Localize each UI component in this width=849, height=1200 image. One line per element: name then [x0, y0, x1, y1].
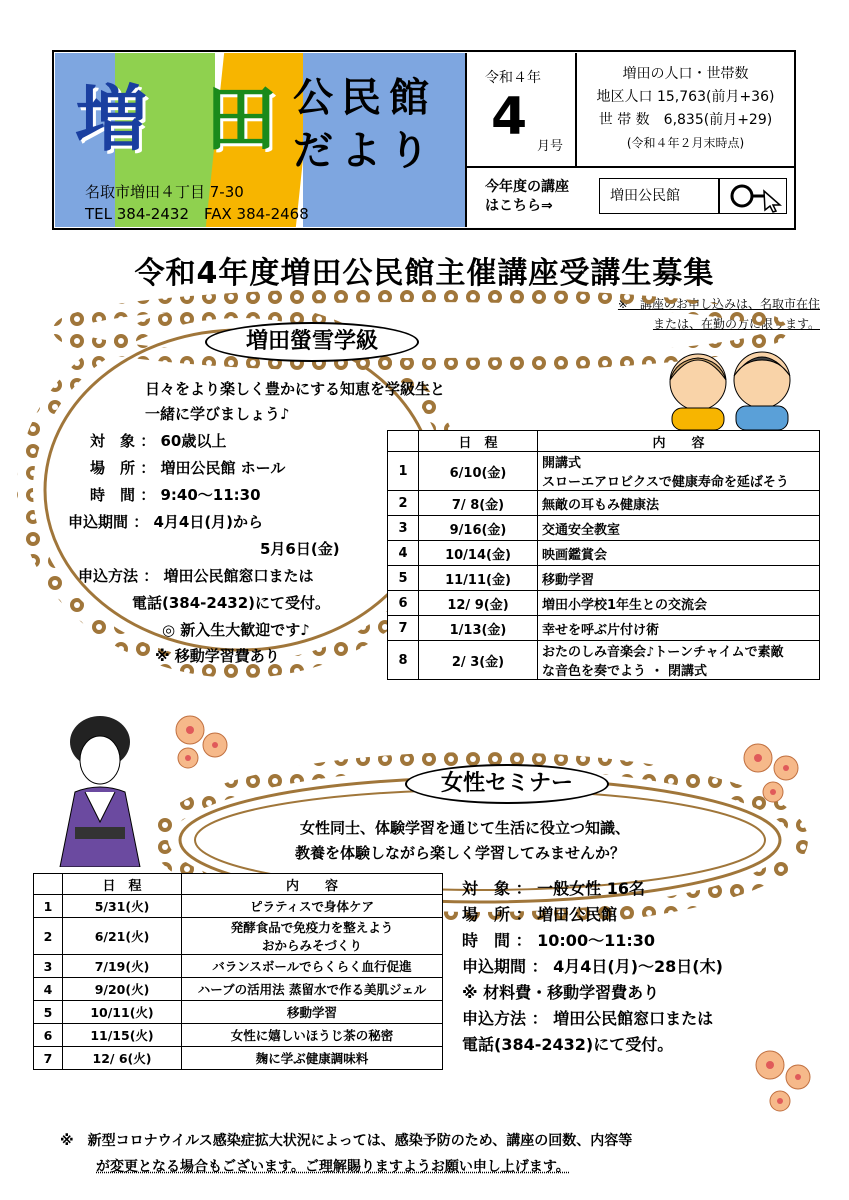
footer-note-line-1: ※ 新型コロナウイルス感染症拡大状況によっては、感染予防のため、講座の回数、内容等	[60, 1133, 633, 1149]
section2-intro-1: 女性同士、体験学習を通じて生活に役立つ知識、	[300, 819, 631, 837]
row-no: 3	[34, 955, 63, 978]
row-date: 1/13(金)	[419, 616, 538, 641]
row-content-line: おからみそづくり	[261, 938, 362, 953]
courses-label-2: はこちら⇒	[485, 198, 553, 214]
row-no: 4	[388, 541, 419, 566]
row-content-line: スローエアロビクスで健康寿命を延ばそう	[542, 475, 789, 490]
t1-header-0	[388, 431, 419, 452]
row-no: 2	[388, 491, 419, 516]
t1-header-2: 内 容	[538, 431, 820, 452]
row-no: 2	[34, 918, 63, 955]
row-content: 無敵の耳もみ健康法	[538, 491, 820, 516]
section1-line-0: 対 象 ： 60歳以上	[90, 432, 227, 450]
row-no: 1	[388, 452, 419, 491]
table-row	[388, 452, 820, 491]
section2-title: 女性セミナー	[405, 764, 609, 804]
table-row	[34, 978, 443, 1001]
row-date: 12/ 9(金)	[419, 591, 538, 616]
row-date: 6/10(金)	[419, 452, 538, 491]
section1-line-6: 電話(384-2432)にて受付。	[132, 594, 330, 612]
section1-line-3: 申込期間 ： 4月4日(月)から	[68, 513, 264, 531]
row-content: 増田小学校1年生との交流会	[538, 591, 820, 616]
issue-month: 4	[491, 87, 528, 147]
logo-char-1: 増	[75, 77, 148, 161]
table-row	[388, 641, 820, 680]
row-date: 11/15(火)	[63, 1024, 182, 1047]
table-row	[388, 491, 820, 516]
row-content: 幸せを呼ぶ片付け術	[538, 616, 820, 641]
row-content-line: 開講式	[542, 456, 582, 471]
main-title: 令和4年度増田公民館主催講座受講生募集	[134, 256, 715, 291]
row-content-line: おたのしみ音楽会♪トーンチャイムで素敵	[542, 645, 784, 660]
logo-sub-2: だより	[293, 128, 437, 174]
elderly-couple-illustration	[650, 340, 810, 430]
row-content: ハーブの活用法 蒸留水で作る美肌ジェル	[182, 978, 443, 1001]
row-content: 麹に学ぶ健康調味料	[182, 1047, 443, 1070]
row-date: 7/ 8(金)	[419, 491, 538, 516]
section2-line-0: 対 象 ： 一般女性 16名	[462, 879, 645, 898]
section1-line-5: 申込方法 ： 増田公民館窓口または	[78, 567, 314, 585]
section1-line-7: ◎ 新入生大歓迎です♪	[162, 621, 310, 639]
t2-header-0	[34, 874, 63, 895]
issue-suffix: 月号	[537, 139, 564, 154]
section1-title: 増田螢雪学級	[205, 322, 419, 362]
footer-note	[60, 1128, 800, 1180]
row-no: 6	[34, 1024, 63, 1047]
issue-era: 令和４年	[485, 70, 541, 86]
row-no: 4	[34, 978, 63, 1001]
table-row	[34, 1001, 443, 1024]
section2-line-4: ※ 材料費・移動学習費あり	[462, 983, 660, 1002]
row-no: 7	[388, 616, 419, 641]
row-content	[538, 452, 820, 491]
row-date: 5/31(火)	[63, 895, 182, 918]
kimono-woman-illustration	[45, 712, 155, 867]
section1-intro-1: 日々をより楽しく豊かにする知恵を学級生と	[145, 380, 446, 398]
row-no: 7	[34, 1047, 63, 1070]
row-no: 1	[34, 895, 63, 918]
section1-line-4: 5月6日(金)	[260, 540, 340, 558]
row-content: バランスボールでらくらく血行促進	[182, 955, 443, 978]
section1-line-2: 時 間 ： 9:40～11:30	[90, 486, 261, 504]
section2-line-5: 申込方法 ： 増田公民館窓口または	[462, 1009, 714, 1028]
search-input[interactable]: 増田公民館	[599, 178, 719, 214]
row-date: 12/ 6(火)	[63, 1047, 182, 1070]
section1-intro-2: 一緒に学びましょう♪	[145, 405, 290, 423]
section1-schedule-table	[387, 430, 820, 680]
row-content: ピラティスで身体ケア	[182, 895, 443, 918]
row-date: 6/21(火)	[63, 918, 182, 955]
row-content: 女性に嬉しいほうじ茶の秘密	[182, 1024, 443, 1047]
population-line: 地区人口 15,763(前月+36)	[596, 89, 775, 105]
flower-icon	[740, 1035, 830, 1120]
footer-note-line-2: が変更となる場合もございます。ご理解賜りますようお願い申し上げます。	[96, 1159, 570, 1175]
table-row	[388, 616, 820, 641]
row-content	[182, 918, 443, 955]
row-content: 移動学習	[182, 1001, 443, 1024]
row-content-line: 発酵食品で免疫力を整えよう	[230, 920, 394, 935]
logo-sub-1: 公民館	[293, 75, 437, 121]
row-no: 8	[388, 641, 419, 680]
row-content: 移動学習	[538, 566, 820, 591]
row-date: 10/11(火)	[63, 1001, 182, 1024]
row-content: 交通安全教室	[538, 516, 820, 541]
t2-header-1: 日 程	[63, 874, 182, 895]
logo-char-2: 田	[205, 77, 278, 161]
row-date: 11/11(金)	[419, 566, 538, 591]
courses-label-1: 今年度の講座	[485, 179, 569, 195]
table-row	[388, 591, 820, 616]
flower-icon	[160, 700, 250, 780]
section2-line-6: 電話(384-2432)にて受付。	[462, 1035, 674, 1054]
section1-line-1: 場 所 ： 増田公民館 ホール	[90, 459, 286, 477]
table-row	[388, 541, 820, 566]
row-date: 7/19(火)	[63, 955, 182, 978]
table-row	[34, 918, 443, 955]
t1-header-1: 日 程	[419, 431, 538, 452]
row-no: 5	[388, 566, 419, 591]
section2-intro-2: 教養を体験しながら楽しく学習してみませんか？	[295, 844, 626, 862]
table-row	[34, 955, 443, 978]
row-date: 9/20(火)	[63, 978, 182, 1001]
table-row	[34, 1024, 443, 1047]
section1-line-8: ※ 移動学習費あり	[155, 647, 280, 665]
row-no: 3	[388, 516, 419, 541]
flower-icon	[728, 728, 818, 808]
table-row	[388, 516, 820, 541]
table-row	[34, 1047, 443, 1070]
row-no: 5	[34, 1001, 63, 1024]
section2-schedule-table	[33, 873, 443, 1070]
row-date: 2/ 3(金)	[419, 641, 538, 680]
t2-header-2: 内 容	[182, 874, 443, 895]
section2-line-1: 場 所 ： 増田公民館	[462, 905, 618, 924]
as-of: (令和４年２月末時点)	[626, 136, 745, 150]
row-date: 10/14(金)	[419, 541, 538, 566]
note-top-line-2: または、在勤の方に限ります。	[652, 317, 820, 331]
section2-line-2: 時 間 ： 10:00～11:30	[462, 931, 656, 950]
households-line: 世 帯 数 6,835(前月+29)	[598, 112, 773, 128]
table-row	[34, 895, 443, 918]
row-no: 6	[388, 591, 419, 616]
table-row	[388, 566, 820, 591]
note-top-line-1: ※ 講座のお申し込みは、名取市在住	[617, 297, 820, 311]
population-title: 増田の人口・世帯数	[622, 66, 749, 82]
address: 名取市増田４丁目 7-30	[85, 183, 244, 201]
row-content-line: な音色を奏でよう ・ 閉講式	[542, 664, 708, 679]
row-date: 9/16(金)	[419, 516, 538, 541]
phone-fax: TEL 384-2432 FAX 384-2468	[85, 205, 309, 223]
row-content	[538, 641, 820, 680]
row-content: 映画鑑賞会	[538, 541, 820, 566]
section2-line-3: 申込期間 ： 4月4日(月)～28日(木)	[462, 957, 723, 976]
